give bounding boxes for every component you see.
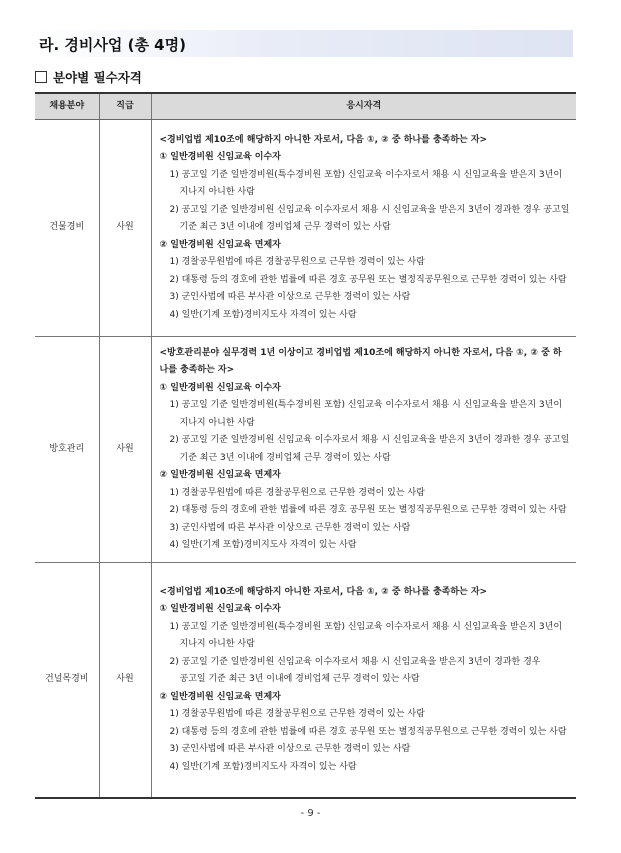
field-cell: 방호관리 bbox=[35, 337, 99, 563]
qualification-heading-1: ① 일반경비원 신임교육 이수자 bbox=[159, 382, 281, 393]
qualification-item: 1) 공고일 기준 일반경비원(특수경비원 포함) 신임교육 이수자로서 채용 시 신임교육을 받은지 3년이 지나지 아니한 사람 bbox=[169, 400, 563, 428]
qualification-heading-1: ① 일반경비원 신임교육 이수자 bbox=[159, 604, 281, 614]
qualification-item: 2) 공고일 기준 일반경비원 신임교육 이수자로서 채용 시 신임교육을 받은지 3년이 경과한 경우 공고일 기준 최근 3년 이내에 경비업체 근무 경력이 있는 사람 bbox=[169, 204, 570, 233]
qualification-cell bbox=[151, 337, 576, 563]
qualification-intro: <경비업법 제10조에 해당하지 아니한 자로서, 다음 ①, ② 중 하나를 충족하는 자> bbox=[159, 134, 488, 145]
qualification-item: 2) 공고일 기준 일반경비원 신임교육 이수자로서 채용 시 신임교육을 받은지 3년이 경과한 경우 공고일 기준 최근 3년 이내에 경비업체 근무 경력이 있는 사람 bbox=[169, 435, 570, 463]
qualification-item-continued: 공고일 기준 최근 3년 이내에 경비업체 근무 경력이 있는 사람 bbox=[179, 674, 420, 684]
checkbox-square-icon bbox=[35, 71, 47, 83]
section-title: 라. 경비사업 (총 4명) bbox=[39, 36, 186, 54]
qualification-item: 1) 경찰공무원법에 따른 경찰공무원으로 근무한 경력이 있는 사람 bbox=[169, 709, 425, 719]
section-title-bar bbox=[33, 30, 573, 57]
qualification-item: 3) 군인사법에 따른 부사관 이상으로 근무한 경력이 있는 사람 bbox=[169, 292, 411, 303]
qualification-heading-2: ② 일반경비원 신임교육 면제자 bbox=[159, 470, 281, 480]
grade-cell: 사원 bbox=[99, 120, 151, 337]
qualification-cell bbox=[151, 563, 576, 798]
qualification-item: 3) 군인사법에 따른 부사관 이상으로 근무한 경력이 있는 사람 bbox=[169, 522, 411, 533]
field-cell: 건물경비 bbox=[35, 120, 99, 337]
qualification-cell bbox=[151, 120, 576, 337]
qualification-item: 2) 대통령 등의 경호에 관한 법률에 따른 경호 공무원 또는 별정직공무원으로 근무한 경력이 있는 사람 bbox=[169, 726, 567, 737]
qualification-heading-2: ② 일반경비원 신임교육 면제자 bbox=[159, 691, 281, 702]
qualification-item: 2) 공고일 기준 일반경비원 신임교육 이수자로서 채용 시 신임교육을 받은지 3년이 경과한 경우 bbox=[169, 656, 541, 667]
qualification-heading-2: ② 일반경비원 신임교육 면제자 bbox=[159, 239, 281, 250]
qualification-item: 2) 대통령 등의 경호에 관한 법률에 따른 경호 공무원 또는 별정직공무원으로 근무한 경력이 있는 사람 bbox=[169, 274, 567, 285]
table-row bbox=[35, 337, 576, 563]
header-grade: 직급 bbox=[99, 93, 151, 120]
header-field: 채용분야 bbox=[35, 93, 99, 120]
grade-cell: 사원 bbox=[99, 337, 151, 563]
table-row bbox=[35, 563, 576, 798]
qualification-item: 4) 일반(기계 포함)경비지도사 자격이 있는 사람 bbox=[169, 761, 357, 772]
qualification-item: 1) 경찰공무원법에 따른 경찰공무원으로 근무한 경력이 있는 사람 bbox=[169, 257, 425, 268]
grade-cell: 사원 bbox=[99, 563, 151, 798]
subtitle bbox=[35, 68, 142, 86]
qualification-item: 1) 공고일 기준 일반경비원(특수경비원 포함) 신임교육 이수자로서 채용 시 신임교육을 받은지 3년이 지나지 아니한 사람 bbox=[169, 621, 563, 649]
subtitle-text: 분야별 필수자격 bbox=[53, 70, 142, 85]
qualification-item: 4) 일반(기계 포함)경비지도사 자격이 있는 사람 bbox=[169, 309, 357, 320]
table-header-row bbox=[35, 93, 576, 120]
qualification-item: 3) 군인사법에 따른 부사관 이상으로 근무한 경력이 있는 사람 bbox=[169, 744, 411, 754]
qualification-item: 4) 일반(기계 포함)경비지도사 자격이 있는 사람 bbox=[169, 540, 357, 550]
qualification-item: 1) 경찰공무원법에 따른 경찰공무원으로 근무한 경력이 있는 사람 bbox=[169, 487, 425, 498]
page-number: - 9 - bbox=[300, 808, 321, 819]
qualification-heading-1: ① 일반경비원 신임교육 이수자 bbox=[159, 152, 281, 163]
qualification-intro: <방호관리분야 실무경력 1년 이상이고 경비업법 제10조에 해당하지 아니한 자로서, 다음 ①, ② 중 하나를 충족하는 자> bbox=[159, 347, 562, 375]
qualification-item: 2) 대통령 등의 경호에 관한 법률에 따른 경호 공무원 또는 별정직공무원으로 근무한 경력이 있는 사람 bbox=[169, 505, 567, 515]
field-cell: 건널목경비 bbox=[35, 563, 99, 798]
table-row bbox=[35, 120, 576, 337]
qualification-intro: <경비업법 제10조에 해당하지 아니한 자로서, 다음 ①, ② 중 하나를 충족하는 자> bbox=[159, 586, 488, 597]
qualification-item: 1) 공고일 기준 일반경비원(특수경비원 포함) 신임교육 이수자로서 채용 시 신임교육을 받은지 3년이 지나지 아니한 사람 bbox=[169, 169, 563, 198]
header-qualification: 응시자격 bbox=[151, 93, 576, 120]
qualification-table bbox=[35, 92, 576, 799]
